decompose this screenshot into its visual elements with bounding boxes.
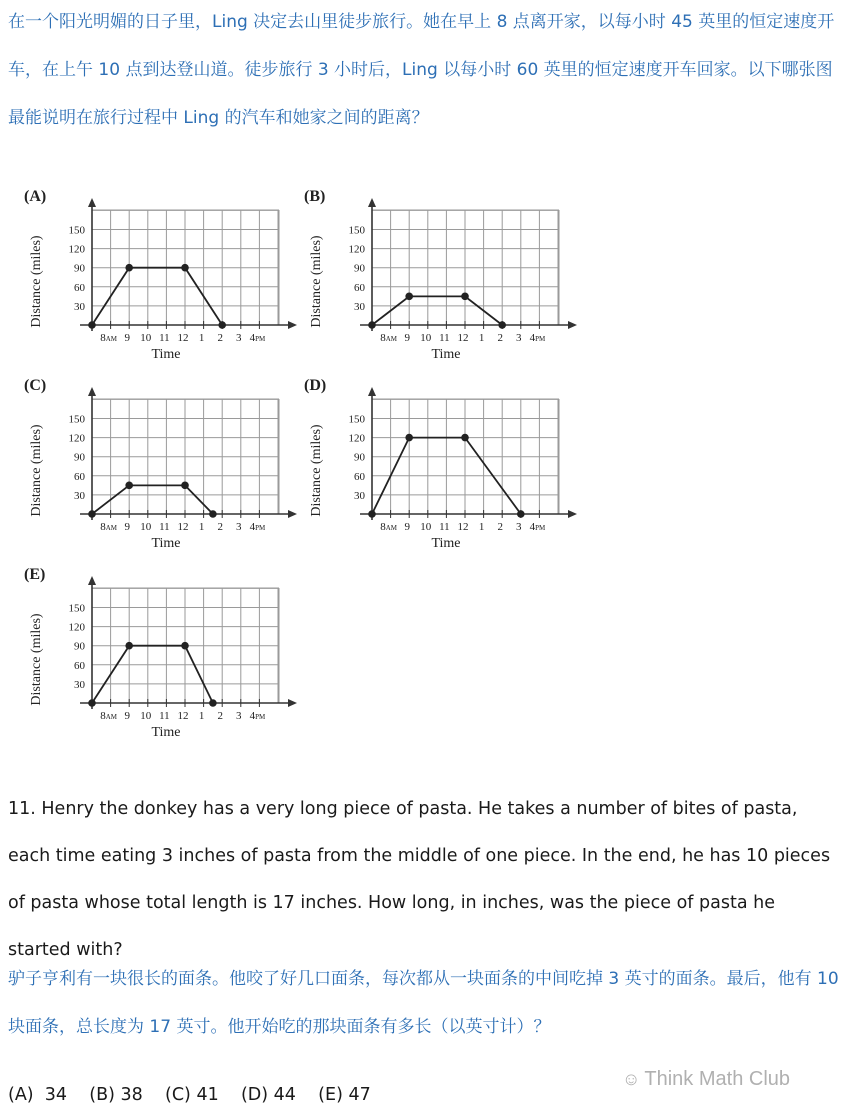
y-axis-title: Distance (miles) xyxy=(29,235,44,328)
data-point xyxy=(517,510,525,518)
y-tick-label: 30 xyxy=(74,489,85,502)
x-axis-title: Time xyxy=(431,347,461,362)
x-tick-label: 8AM xyxy=(100,332,117,344)
series-line xyxy=(92,268,222,325)
x-tick-label: 10 xyxy=(420,332,432,344)
data-point xyxy=(461,293,469,301)
data-point xyxy=(209,699,217,707)
graph-label: (C) xyxy=(24,377,47,394)
x-tick-label: 9 xyxy=(404,521,410,533)
y-tick-label: 120 xyxy=(348,243,365,256)
x-axis-arrow-icon xyxy=(568,510,577,518)
graph-label: (A) xyxy=(24,188,47,205)
x-tick-label: 8AM xyxy=(100,521,117,533)
y-axis-arrow-icon xyxy=(88,576,96,585)
x-axis-title: Time xyxy=(431,536,461,551)
x-axis-title: Time xyxy=(151,725,181,740)
x-tick-label: 1 xyxy=(478,521,485,533)
x-tick-label: 8AM xyxy=(380,521,397,533)
x-tick-label: 1 xyxy=(198,710,205,722)
data-point xyxy=(368,510,376,518)
x-axis-arrow-icon xyxy=(288,699,297,707)
y-tick-label: 90 xyxy=(74,640,85,653)
data-point xyxy=(125,482,133,490)
question-11-chinese: 驴子亨利有一块很长的面条。他咬了好几口面条，每次都从一块面条的中间吃掉 3 英寸的面条。最后，他有 10 块面条，总长度为 17 英寸。他开始吃的那块面条有多长（以英寸计）？ xyxy=(8,969,839,1037)
data-point xyxy=(498,321,506,329)
y-tick-label: 30 xyxy=(354,300,365,313)
x-tick-label: 2 xyxy=(497,521,503,533)
data-point xyxy=(405,434,413,442)
data-point xyxy=(405,293,413,301)
y-axis-arrow-icon xyxy=(368,387,376,396)
x-tick-label: 11 xyxy=(159,332,170,344)
x-tick-label: 9 xyxy=(124,521,130,533)
x-tick-label: 2 xyxy=(217,521,223,533)
data-point xyxy=(125,264,133,272)
graph-label: (B) xyxy=(304,188,326,205)
x-tick-label: 3 xyxy=(516,332,522,344)
y-tick-label: 120 xyxy=(68,432,85,445)
x-tick-label: 4PM xyxy=(249,332,266,344)
graph-label: (E) xyxy=(24,566,46,583)
x-tick-label: 4PM xyxy=(529,521,546,533)
x-tick-label: 12 xyxy=(177,521,189,533)
x-tick-label: 1 xyxy=(198,332,205,344)
x-tick-label: 12 xyxy=(177,710,189,722)
y-axis-title: Distance (miles) xyxy=(29,613,44,706)
data-point xyxy=(181,642,189,650)
x-tick-label: 3 xyxy=(236,521,242,533)
y-tick-label: 90 xyxy=(354,451,365,464)
data-point xyxy=(88,699,96,707)
data-point xyxy=(368,321,376,329)
data-point xyxy=(181,264,189,272)
y-axis-arrow-icon xyxy=(88,198,96,207)
x-tick-label: 4PM xyxy=(249,710,266,722)
y-tick-label: 60 xyxy=(354,470,365,483)
x-tick-label: 1 xyxy=(478,332,485,344)
x-tick-label: 2 xyxy=(217,332,223,344)
x-tick-label: 3 xyxy=(236,710,242,722)
x-axis-arrow-icon xyxy=(568,321,577,329)
graph-option-b xyxy=(300,183,570,368)
x-tick-label: 2 xyxy=(497,332,503,344)
question-11-english: 11. Henry the donkey has a very long piece of pasta. He takes a number of bites of pasta, each time eating 3 inches of pasta from the middle of one piece. In the end, he has 10 pieces of pasta whose total length is 17 inches. How long, in inches, was the piece of pasta he started with? xyxy=(8,799,831,960)
answer-choices: (A) 34 (B) 38 (C) 41 (D) 44 (E) 47 xyxy=(8,1085,371,1105)
x-axis-title: Time xyxy=(151,536,181,551)
x-tick-label: 11 xyxy=(159,710,170,722)
x-tick-label: 12 xyxy=(177,332,189,344)
x-axis-arrow-icon xyxy=(288,510,297,518)
y-tick-label: 60 xyxy=(74,470,85,483)
watermark-text: Think Math Club xyxy=(644,1068,791,1090)
y-tick-label: 120 xyxy=(68,243,85,256)
data-point xyxy=(461,434,469,442)
y-tick-label: 150 xyxy=(348,224,365,237)
x-tick-label: 11 xyxy=(439,521,450,533)
x-tick-label: 8AM xyxy=(100,710,117,722)
y-tick-label: 90 xyxy=(74,451,85,464)
x-tick-label: 10 xyxy=(420,521,432,533)
y-tick-label: 120 xyxy=(68,621,85,634)
y-axis-arrow-icon xyxy=(368,198,376,207)
y-tick-label: 30 xyxy=(354,489,365,502)
y-tick-label: 30 xyxy=(74,300,85,313)
y-tick-label: 120 xyxy=(348,432,365,445)
data-point xyxy=(88,510,96,518)
x-tick-label: 9 xyxy=(124,332,130,344)
problem-intro-chinese: 在一个阳光明媚的日子里，Ling 决定去山里徒步旅行。她在早上 8 点离开家，以每小时 45 英里的恒定速度开车，在上午 10 点到达登山道。徒步旅行 3 小时后，Ling 以每小时 60 英里的恒定速度开车回家。以下哪张图最能说明在旅行过程中 Ling 的汽车和她家之间的距离？ xyxy=(8,12,835,128)
y-tick-label: 60 xyxy=(354,281,365,294)
data-point xyxy=(209,510,217,518)
data-point xyxy=(88,321,96,329)
y-axis-arrow-icon xyxy=(88,387,96,396)
x-tick-label: 9 xyxy=(124,710,130,722)
x-tick-label: 12 xyxy=(457,521,469,533)
y-tick-label: 150 xyxy=(68,602,85,615)
x-tick-label: 10 xyxy=(140,332,152,344)
y-axis-title: Distance (miles) xyxy=(29,424,44,517)
x-tick-label: 11 xyxy=(159,521,170,533)
y-tick-label: 150 xyxy=(68,413,85,426)
data-point xyxy=(218,321,226,329)
graph-option-a xyxy=(20,183,290,368)
graph-option-e xyxy=(20,561,290,746)
graph-option-d xyxy=(300,372,570,557)
x-tick-label: 10 xyxy=(140,521,152,533)
y-axis-title: Distance (miles) xyxy=(309,235,324,328)
graph-option-c xyxy=(20,372,290,557)
x-tick-label: 4PM xyxy=(529,332,546,344)
x-tick-label: 8AM xyxy=(380,332,397,344)
x-tick-label: 2 xyxy=(217,710,223,722)
x-axis-title: Time xyxy=(151,347,181,362)
data-point xyxy=(181,482,189,490)
y-tick-label: 60 xyxy=(74,281,85,294)
y-tick-label: 60 xyxy=(74,659,85,672)
y-tick-label: 150 xyxy=(68,224,85,237)
graph-label: (D) xyxy=(304,377,327,394)
x-tick-label: 3 xyxy=(236,332,242,344)
y-axis-title: Distance (miles) xyxy=(309,424,324,517)
data-point xyxy=(125,642,133,650)
y-tick-label: 30 xyxy=(74,678,85,691)
y-tick-label: 90 xyxy=(354,262,365,275)
x-tick-label: 10 xyxy=(140,710,152,722)
watermark xyxy=(622,1068,790,1091)
x-tick-label: 1 xyxy=(198,521,205,533)
x-tick-label: 12 xyxy=(457,332,469,344)
x-tick-label: 9 xyxy=(404,332,410,344)
x-tick-label: 3 xyxy=(516,521,522,533)
y-tick-label: 90 xyxy=(74,262,85,275)
x-tick-label: 11 xyxy=(439,332,450,344)
x-tick-label: 4PM xyxy=(249,521,266,533)
series-line xyxy=(372,296,502,325)
y-tick-label: 150 xyxy=(348,413,365,426)
wechat-icon: ☺︎ xyxy=(622,1069,641,1089)
x-axis-arrow-icon xyxy=(288,321,297,329)
